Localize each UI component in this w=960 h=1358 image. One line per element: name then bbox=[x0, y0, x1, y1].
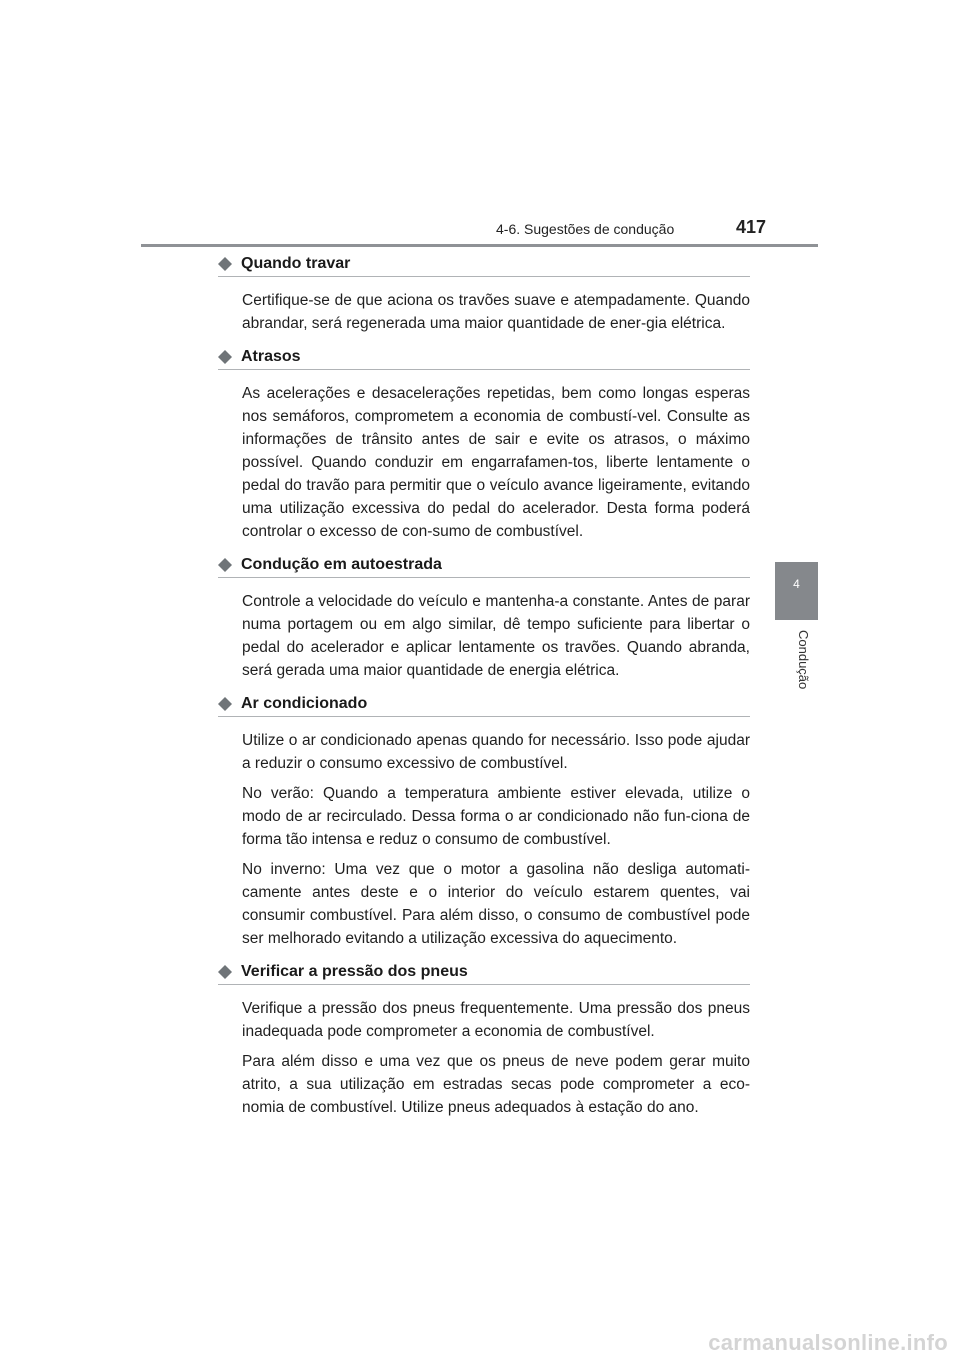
section-quando-travar bbox=[218, 252, 750, 335]
section-heading bbox=[218, 553, 750, 578]
watermark bbox=[0, 1328, 960, 1358]
diamond-bullet-icon bbox=[218, 697, 232, 711]
paragraph: As acelerações e desacelerações repetidas, bem como longas esperas nos semáforos, comprometem a economia de combustí-vel. Consulte as informações de trânsito antes de sair e evite os atrasos, o máximo possível. Quando conduzir em engarrafamen-tos, liberte lentamente o pedal do travão para permitir que o veículo avance ligeiramente, evitando uma utilização excessiva do pedal do acelerador. Desta forma poderá controlar o excesso de con-sumo de combustível. bbox=[242, 385, 750, 540]
section-heading bbox=[218, 692, 750, 717]
paragraph: Certifique-se de que aciona os travões suave e atempadamente. Quando abrandar, será regenerada uma maior quantidade de ener-gia elétrica. bbox=[242, 292, 750, 332]
heading-text: Atrasos bbox=[241, 348, 301, 365]
section-pressao-pneus bbox=[218, 960, 750, 1119]
header-divider bbox=[141, 244, 818, 247]
section-atrasos bbox=[218, 345, 750, 543]
paragraph: Utilize o ar condicionado apenas quando for necessário. Isso pode ajudar a reduzir o consumo excessivo de combustível. bbox=[242, 732, 750, 772]
paragraph: Controle a velocidade do veículo e mantenha-a constante. Antes de parar numa portagem ou em algo similar, dê tempo suficiente para libertar o pedal do acelerador e aplicar lentamente os travões. Quando abranda, será gerada uma maior quantidade de energia elétrica. bbox=[242, 593, 750, 679]
heading-text: Ar condicionado bbox=[241, 695, 368, 712]
heading-text: Condução em autoestrada bbox=[241, 556, 442, 573]
section-heading bbox=[218, 960, 750, 985]
diamond-bullet-icon bbox=[218, 350, 232, 364]
diamond-bullet-icon bbox=[218, 965, 232, 979]
chapter-label: Condução bbox=[796, 630, 811, 690]
section-ar-condicionado bbox=[218, 692, 750, 950]
paragraph: No verão: Quando a temperatura ambiente estiver elevada, utilize o modo de ar recirculado. Dessa forma o ar condicionado não fun-ciona de forma tão intensa e reduz o consumo de combustível. bbox=[242, 785, 750, 848]
section-title: 4-6. Sugestões de condução bbox=[496, 221, 675, 237]
heading-text: Quando travar bbox=[241, 255, 351, 272]
heading-text: Verificar a pressão dos pneus bbox=[241, 963, 468, 980]
section-heading bbox=[218, 345, 750, 370]
chapter-number: 4 bbox=[793, 577, 800, 591]
paragraph: Para além disso e uma vez que os pneus de neve podem gerar muito atrito, a sua utilização em estradas secas pode comprometer a eco-nomia de combustível. Utilize pneus adequados à estação do ano. bbox=[242, 1053, 750, 1116]
section-heading bbox=[218, 252, 750, 277]
chapter-tab bbox=[775, 562, 818, 620]
diamond-bullet-icon bbox=[218, 257, 232, 271]
diamond-bullet-icon bbox=[218, 558, 232, 572]
page-number: 417 bbox=[736, 217, 767, 237]
watermark-text: carmanualsonline.info bbox=[708, 1330, 948, 1355]
section-autoestrada bbox=[218, 553, 750, 682]
main-content bbox=[218, 252, 750, 1129]
paragraph: Verifique a pressão dos pneus frequentemente. Uma pressão dos pneus inadequada pode comprometer a economia de combustível. bbox=[242, 1000, 750, 1040]
paragraph: No inverno: Uma vez que o motor a gasolina não desliga automati-camente antes deste e o interior do veículo estarem quentes, vai consumir combustível. Para além disso, o consumo de combustível pode ser melhorado evitando a utilização excessiva do aquecimento. bbox=[242, 861, 750, 947]
